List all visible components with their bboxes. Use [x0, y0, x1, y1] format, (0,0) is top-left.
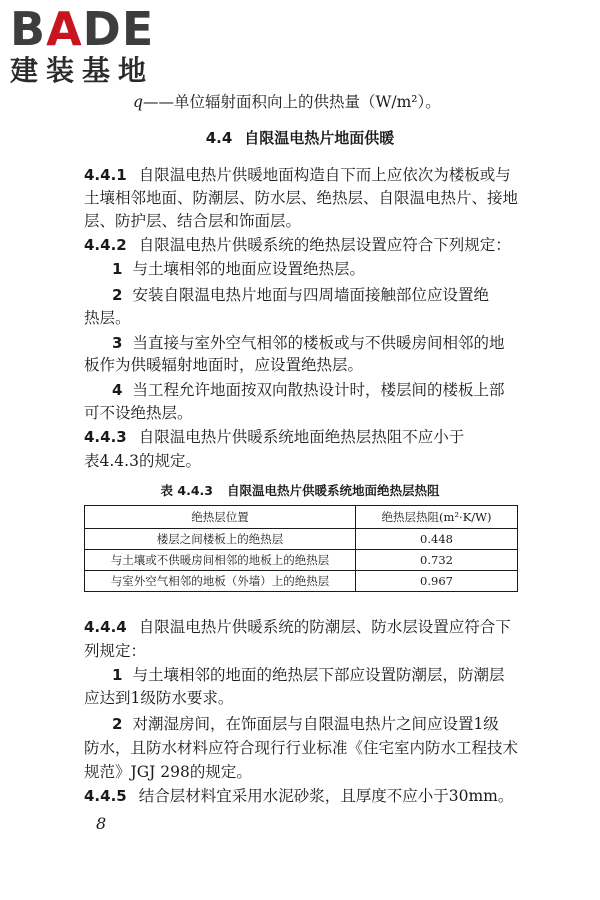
- clause-4-4-4-item-1: 1 与土壤相邻的地面的绝热层下部应设置防潮层，防潮层: [112, 666, 505, 684]
- clause-4-4-2-item-2-cont: 热层。: [84, 309, 131, 327]
- table-cell-position: 与室外空气相邻的地板（外墙）上的绝热层: [85, 571, 356, 592]
- clause-4-4-2-item-4: 4 当工程允许地面按双向散热设计时，楼层间的楼板上部: [112, 381, 505, 399]
- clause-4-4-3: 4.4.3 自限温电热片供暖系统地面绝热层热阻不应小于: [84, 428, 465, 446]
- logo-wordmark: BADE: [10, 2, 155, 56]
- table-cell-resistance: 0.967: [356, 571, 518, 592]
- clause-4-4-2: 4.4.2 自限温电热片供暖系统的绝热层设置应符合下列规定：: [84, 236, 511, 254]
- insulation-resistance-table: [84, 505, 518, 592]
- clause-4-4-2-item-3: 3 当直接与室外空气相邻的楼板或与不供暖房间相邻的地: [112, 334, 505, 352]
- clause-4-4-4: 4.4.4 自限温电热片供暖系统的防潮层、防水层设置应符合下: [84, 618, 511, 636]
- clause-4-4-1-line2: 土壤相邻地面、防潮层、防水层、绝热层、自限温电热片、接地: [84, 189, 519, 207]
- column-header-position: 绝热层位置: [85, 506, 356, 529]
- page-number: 8: [96, 814, 107, 833]
- table-row: [85, 529, 518, 550]
- clause-4-4-2-item-2: 2 安装自限温电热片地面与四周墙面接触部位应设置绝: [112, 286, 489, 304]
- table-cell-position: 与土壤或不供暖房间相邻的地板上的绝热层: [85, 550, 356, 571]
- table-row: [85, 550, 518, 571]
- column-header-resistance: 绝热层热阻(m²·K/W): [356, 506, 518, 529]
- table-cell-resistance: 0.732: [356, 550, 518, 571]
- section-heading: 4.4 自限温电热片地面供暖: [205, 129, 395, 147]
- symbol-definition: q——单位辐射面积向上的供热量（W/m²）。: [133, 93, 441, 111]
- table-cell-resistance: 0.448: [356, 529, 518, 550]
- clause-4-4-4-item-2-cont: 防水，且防水材料应符合现行行业标准《住宅室内防水工程技术: [84, 739, 519, 757]
- clause-4-4-1-line3: 层、防护层、结合层和饰面层。: [84, 212, 302, 230]
- table-row: [85, 571, 518, 592]
- clause-4-4-5: 4.4.5 结合层材料宜采用水泥砂浆，且厚度不应小于30mm。: [84, 787, 514, 805]
- table-header-row: [85, 506, 518, 529]
- clause-4-4-4-item-1-cont: 应达到1级防水要求。: [84, 689, 234, 707]
- clause-4-4-4-item-2-cont2: 规范》JGJ 298的规定。: [84, 763, 252, 781]
- clause-4-4-4-item-2: 2 对潮湿房间，在饰面层与自限温电热片之间应设置1级: [112, 715, 499, 733]
- clause-4-4-3-line2: 表4.4.3的规定。: [84, 452, 201, 470]
- clause-4-4-4-line2: 列规定：: [84, 642, 147, 660]
- table-cell-position: 楼层之间楼板上的绝热层: [85, 529, 356, 550]
- bade-logo: [10, 4, 178, 92]
- clause-4-4-1: 4.4.1 自限温电热片供暖地面构造自下而上应依次为楼板或与: [84, 166, 511, 184]
- clause-4-4-2-item-4-cont: 可不设绝热层。: [84, 404, 193, 422]
- logo-subtitle: 建装基地: [10, 54, 155, 87]
- table-caption: 表 4.4.3 自限温电热片供暖系统地面绝热层热阻: [160, 483, 440, 498]
- clause-4-4-2-item-1: 1 与土壤相邻的地面应设置绝热层。: [112, 260, 365, 278]
- clause-4-4-2-item-3-cont: 板作为供暖辐射地面时，应设置绝热层。: [84, 356, 364, 374]
